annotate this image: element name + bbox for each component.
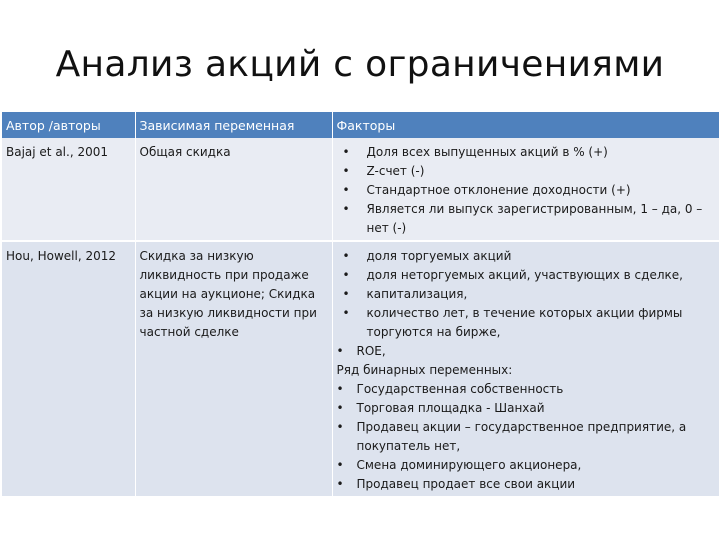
author-cell: Bajaj et al., 2001 xyxy=(2,138,135,241)
variable-cell: Общая скидка xyxy=(135,138,332,241)
binary-factor-item: • Продавец акции – государственное предприятие, а покупатель нет, xyxy=(337,418,715,456)
factor-item: • Z-счет (-) xyxy=(337,162,715,181)
factor-list xyxy=(337,247,715,342)
header-dependent-variable: Зависимая переменная xyxy=(135,112,332,138)
table-header-row xyxy=(2,112,719,138)
variable-cell: Скидка за низкую ликвидность при продаже акции на аукционе; Скидка за низкую ликвидности при частной сделке xyxy=(135,241,332,496)
factors-cell xyxy=(332,138,719,241)
restricted-shares-table xyxy=(2,112,720,496)
factor-item: • Стандартное отклонение доходности (+) xyxy=(337,181,715,200)
factor-item: • количество лет, в течение которых акции фирмы торгуются на бирже, xyxy=(337,304,715,342)
binary-factor-list xyxy=(337,380,715,494)
binary-factor-item: • Продавец продает все свои акции xyxy=(337,475,715,494)
binary-factor-item: • Смена доминирующего акционера, xyxy=(337,456,715,475)
factor-item: • Является ли выпуск зарегистрированным, 1 – да, 0 – нет (-) xyxy=(337,200,715,238)
table-row xyxy=(2,241,719,496)
factor-list xyxy=(337,143,715,238)
factors-cell xyxy=(332,241,719,496)
table-row xyxy=(2,138,719,241)
factor-item: • доля неторгуемых акций, участвующих в сделке, xyxy=(337,266,715,285)
header-author: Автор /авторы xyxy=(2,112,135,138)
header-factors: Факторы xyxy=(332,112,719,138)
binary-variables-heading: Ряд бинарных переменных: xyxy=(336,363,513,377)
binary-factor-item: • Государственная собственность xyxy=(337,380,715,399)
binary-factor-item: • Торговая площадка - Шанхай xyxy=(337,399,715,418)
factor-list-roe xyxy=(337,342,715,361)
author-cell: Hou, Howell, 2012 xyxy=(2,241,135,496)
factor-item: • Доля всех выпущенных акций в % (+) xyxy=(337,143,715,162)
factor-item: • доля торгуемых акций xyxy=(337,247,715,266)
factor-item: • капитализация, xyxy=(337,285,715,304)
factor-item: • ROE, xyxy=(337,342,715,361)
slide-title: Анализ акций с ограничениями xyxy=(55,44,665,85)
